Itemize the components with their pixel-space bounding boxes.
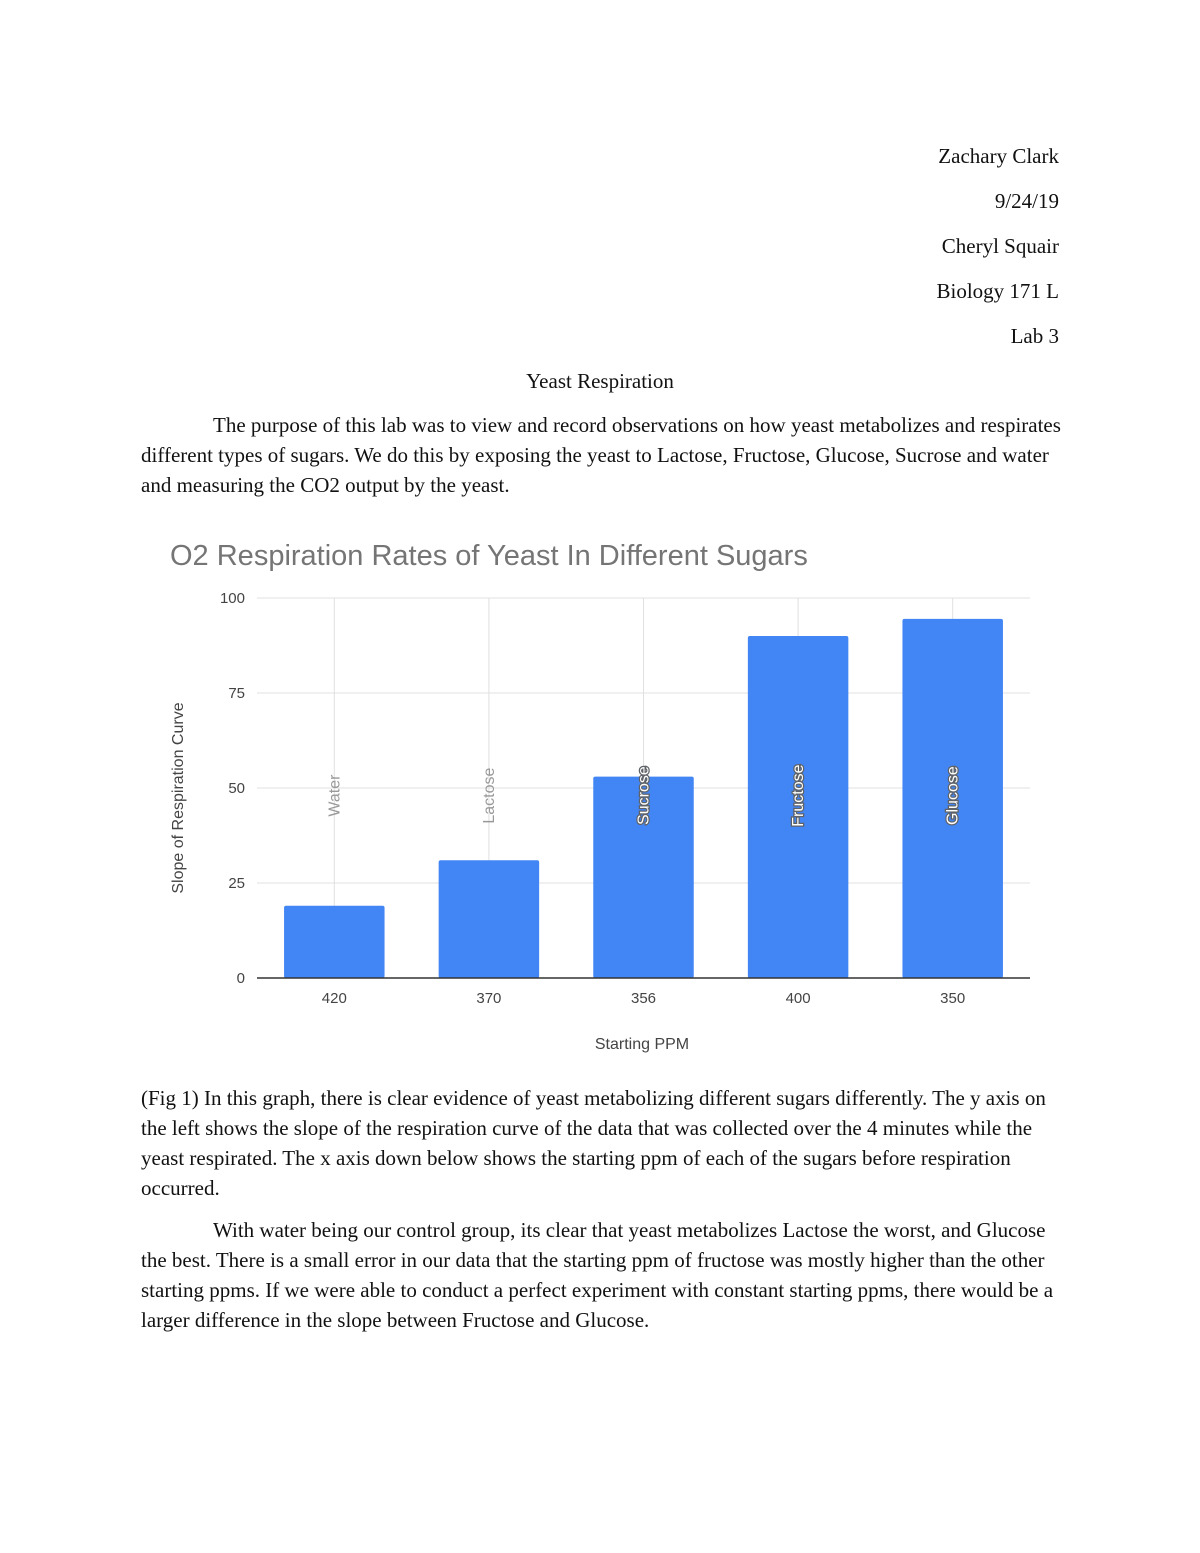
conclusion-paragraph-text: With water being our control group, its clear that yeast metabolizes Lactose the worst, and Glucose the best. There is a small error in our data that the starting ppm of fructose was mostly higher than the other starting ppms. If we were able to conduct a perfect experiment with constant starting ppms, there would be a larger difference in the slope between Fructose and Glucose.: [141, 1218, 1054, 1332]
y-axis-title: Slope of Respiration Curve: [170, 702, 187, 894]
bar-water: [284, 906, 384, 978]
header-block: [936, 140, 1059, 365]
x-axis-title: Starting PPM: [594, 1036, 690, 1053]
date: 9/24/19: [994, 189, 1059, 213]
x-tick-label: 370: [476, 990, 502, 1007]
lab-number: Lab 3: [1010, 324, 1059, 348]
author-name: Zachary Clark: [938, 144, 1059, 168]
bar-data-label: Sucrose: [635, 766, 653, 825]
y-tick-label: 50: [228, 780, 245, 797]
y-tick-label: 75: [228, 685, 245, 702]
figure-caption-paragraph: (Fig 1) In this graph, there is clear evidence of yeast metabolizing different sugars differently. The y axis on the left shows the slope of the respiration curve of the data that was collected over the 4 minutes while the yeast respirated. The x axis down below shows the starting ppm of each of the sugars before respiration occurred.: [141, 1086, 1046, 1200]
intro-paragraph-text: The purpose of this lab was to view and record observations on how yeast metabolizes and respirates different types of sugars. We do this by exposing the yeast to Lactose, Fructose, Glucose, Sucrose and water and measuring the CO2 output by the yeast.: [141, 413, 1061, 497]
course-name: Biology 171 L: [936, 279, 1059, 303]
x-tick-label: 350: [940, 990, 966, 1007]
y-tick-label: 0: [236, 970, 245, 987]
conclusion-paragraph: [141, 1215, 1061, 1335]
x-tick-label: 420: [321, 990, 347, 1007]
bar-data-label: Fructose: [790, 764, 808, 827]
y-tick-label: 25: [228, 875, 245, 892]
chart-title: O2 Respiration Rates of Yeast In Different Sugars: [170, 540, 808, 572]
x-tick-label: 356: [630, 990, 657, 1007]
respiration-bar-chart: [140, 520, 1040, 1065]
bar-lactose: [439, 860, 539, 978]
document-title: Yeast Respiration: [526, 369, 674, 393]
y-tick-label: 100: [219, 590, 245, 607]
bar-data-label: Lactose: [480, 767, 498, 824]
chart-bar-labels: [326, 764, 961, 826]
intro-paragraph: [141, 410, 1061, 500]
bar-data-label: Glucose: [944, 766, 962, 825]
instructor-name: Cheryl Squair: [941, 234, 1059, 258]
bar-data-label: Water: [326, 774, 344, 817]
x-tick-label: 400: [785, 990, 811, 1007]
